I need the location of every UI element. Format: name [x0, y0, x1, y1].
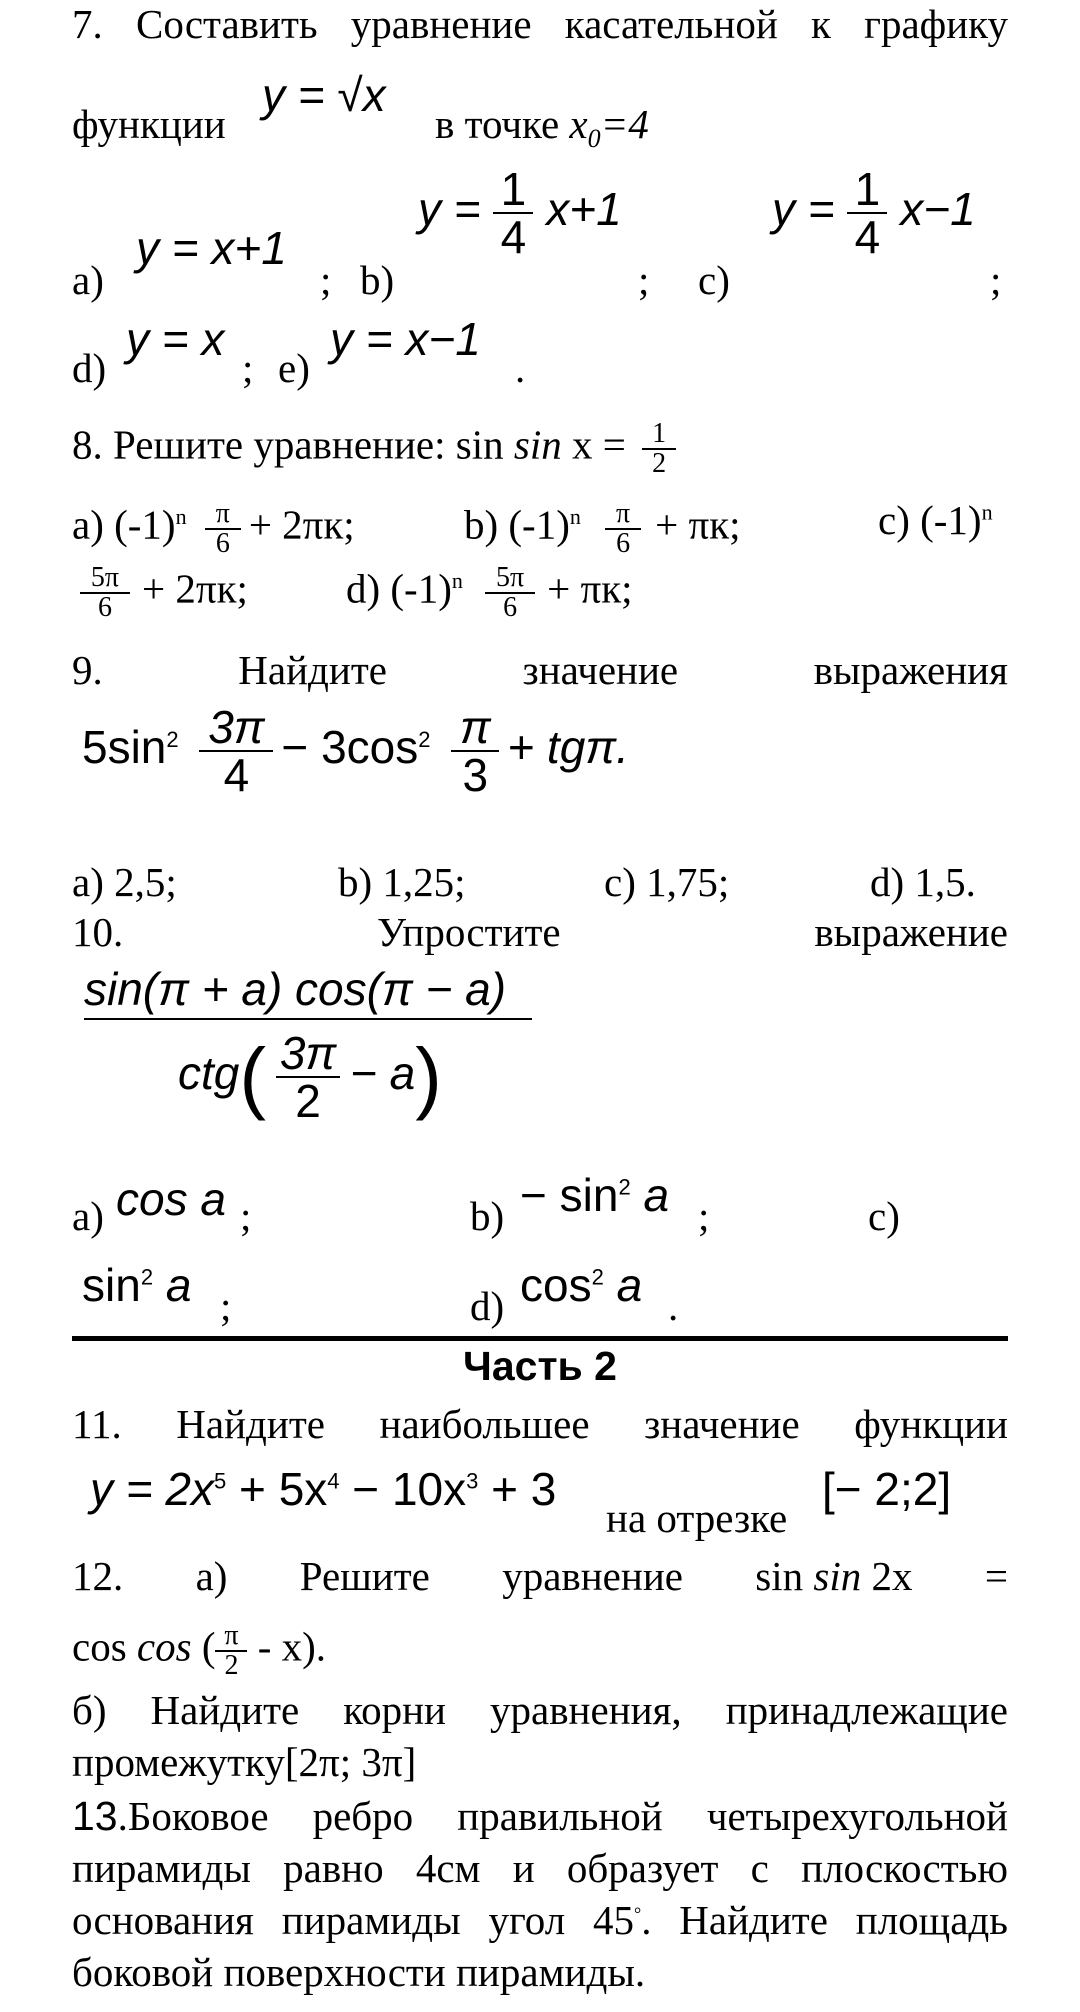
q7-c-label: c) — [698, 257, 730, 303]
q10-fraction-bar — [84, 1018, 532, 1020]
q13-line3: основания пирамиды угол 45°. Найдите площадь — [72, 1897, 1008, 1943]
q7-e-label: e) — [278, 345, 310, 391]
q8-answer-c-label: c) $(-1)^n$ — [878, 497, 993, 543]
q7-e: y = x−1 — [330, 313, 481, 365]
q10-d: $\cos^2 a$ — [520, 1259, 643, 1311]
q11-function: $y = 2x^5 + 5x^4 - 10x^3 + 3$ — [90, 1463, 557, 1515]
q8-answer-a: a) $(-1)^n$ $\frac{\pi}{6}$ + 2πк; — [72, 498, 355, 559]
q9-line1: 9. Найдите значение выражения — [72, 647, 1008, 693]
q7-b-label: b) — [360, 257, 395, 303]
q7-a-semicolon: ; — [320, 257, 332, 303]
q7-point: в точке $x_0=4$ — [435, 101, 649, 154]
q13-line4: боковой поверхности пирамиды. — [72, 1949, 646, 1995]
section-divider — [72, 1336, 1008, 1341]
q7-b-semicolon: ; — [638, 257, 650, 303]
q10-b-label: b) — [470, 1193, 505, 1239]
q10-c-label: c) — [868, 1193, 900, 1239]
q10-c: $\sin^2 a$ — [82, 1259, 192, 1311]
q11-on-segment: на отрезке — [606, 1495, 788, 1541]
q10-a: cos a — [116, 1173, 226, 1225]
q12-part-b-line1: б) Найдите корни уравнения, принадлежащие — [72, 1687, 1008, 1733]
q7-func: y = √x — [262, 69, 386, 121]
q8-answer-d: d) $(-1)^n$ $\frac{5\pi}{6}$ + πк; — [346, 562, 633, 623]
q10-c-semicolon: ; — [220, 1283, 232, 1329]
q9-answer-d: d) 1,5. — [870, 859, 976, 905]
q12-part-b-line2: промежутку[2π; 3π] — [72, 1739, 417, 1785]
q7-line1: 7. Составить уравнение касательной к графику — [72, 1, 1008, 47]
part2-heading: Часть 2 — [463, 1343, 617, 1389]
q9-answer-a: a) 2,5; — [72, 859, 177, 905]
q10-a-label: a) — [72, 1193, 104, 1239]
q12-line1: 12. а) Решите уравнение sin sin 2x = — [72, 1553, 1008, 1599]
q7-d: y = x — [126, 313, 225, 365]
q10-denominator: ctg( $\frac{3\pi}{2}$ − a) — [178, 1027, 442, 1127]
q8-answer-c: $\frac{5\pi}{6}$ + 2πк; — [80, 564, 248, 622]
q11-segment: [− 2;2] — [822, 1463, 952, 1515]
q13-line1: 13.Боковое ребро правильной четырехугольной — [72, 1793, 1008, 1839]
q8-answer-b: b) $(-1)^n$ $\frac{\pi}{6}$ + πк; — [464, 498, 741, 559]
q7-e-dot: . — [515, 345, 526, 391]
q10-line1: 10. Упростите выражение — [72, 909, 1008, 955]
q7-func-word: функции — [72, 101, 226, 147]
q11-line1: 11. Найдите наибольшее значение функции — [72, 1401, 1008, 1447]
q13-line2: пирамиды равно 4см и образует с плоскостью — [72, 1845, 1008, 1891]
q7-d-label: d) — [72, 345, 107, 391]
q7-d-semicolon: ; — [242, 345, 254, 391]
q7-c: y = $\frac{1}{4}$ x−1 — [772, 163, 976, 263]
q10-b: − $\sin^2 a$ — [520, 1169, 670, 1221]
q10-a-semicolon: ; — [240, 1193, 252, 1239]
q10-numerator: sin(π + a) cos(π − a) — [84, 963, 507, 1015]
q7-c-semicolon: ; — [990, 257, 1002, 303]
q10-d-dot: . — [668, 1283, 679, 1329]
q8-line1: 8. Решите уравнение: sin sin x = $\frac{1}{2}$ — [72, 420, 676, 478]
q12-line2: cos cos ( $\frac{\pi}{2}$ - x). — [72, 1620, 327, 1681]
q10-d-label: d) — [470, 1283, 505, 1329]
q10-b-semicolon: ; — [698, 1193, 710, 1239]
q9-answer-b: b) 1,25; — [338, 859, 466, 905]
q9-expression: $5\sin^2$ $\frac{3\pi}{4}$ − $3\cos^2$ $\frac{\pi}{3}$ + tgπ. — [82, 701, 629, 801]
q7-a: y = x+1 — [136, 222, 287, 274]
q7-b: y = $\frac{1}{4}$ x+1 — [418, 163, 622, 263]
q7-a-label: a) — [72, 257, 104, 303]
q9-answer-c: c) 1,75; — [604, 859, 730, 905]
